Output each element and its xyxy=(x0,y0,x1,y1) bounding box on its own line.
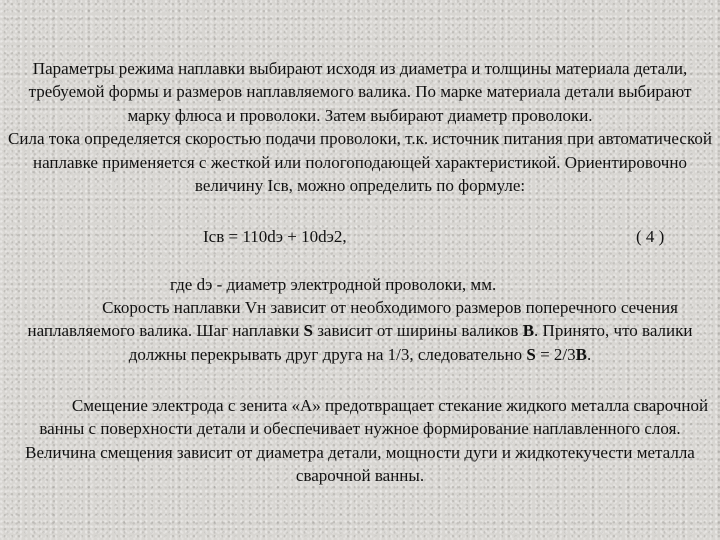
intro-paragraphs xyxy=(8,57,712,197)
speed-paragraph xyxy=(8,296,712,366)
width-symbol-2: В xyxy=(575,344,587,364)
width-symbol: В xyxy=(522,321,535,341)
formula-number: ( 4 ) xyxy=(636,227,665,246)
step-symbol: S xyxy=(303,321,313,341)
speed-text-3: . Принято, что валики должны перекрывать друг друга на 1/3, следовательно xyxy=(128,321,693,364)
speed-text-1: Скорость наплавки Vн зависит от необходимого размеров поперечного сечения наплавляемого валика. Шаг наплавки xyxy=(27,298,678,341)
speed-text-4: = 2/3 xyxy=(535,344,576,364)
speed-text-5: . xyxy=(586,344,592,364)
intro-paragraph-1: Параметры режима наплавки выбирают исходя из диаметра и толщины материала детали, требуемой формы и размеров наплавляемого валика. По марке материала детали выбирают марку флюса и проволоки. Затем выбирают диаметр проволоки. xyxy=(28,59,692,125)
formula-legend: где dэ - диаметр электродной проволоки, мм. xyxy=(170,275,497,294)
intro-paragraph-2: Сила тока определяется скоростью подачи проволоки, т.к. источник питания при автоматической наплавке применяется с жесткой или пологоподающей характеристикой. Ориентировочно величину Iсв, можно определить по формуле: xyxy=(8,129,712,196)
step-symbol-2: S xyxy=(526,344,536,364)
formula-expression: Iсв = 110dэ + 10dэ2, xyxy=(203,227,347,246)
offset-paragraph xyxy=(8,394,712,488)
offset-text: Смещение электрода с зенита «А» предотвращает стекание жидкого металла сварочной ванны с поверхности детали и обеспечивает нужное формирование наплавленного слоя. Величина смещения зависит от диаметра детали, мощности дуги и жидкотекучести металла сварочной ванны. xyxy=(25,396,709,486)
formula-line xyxy=(0,225,720,249)
speed-text-2: зависит от ширины валиков xyxy=(312,321,523,341)
